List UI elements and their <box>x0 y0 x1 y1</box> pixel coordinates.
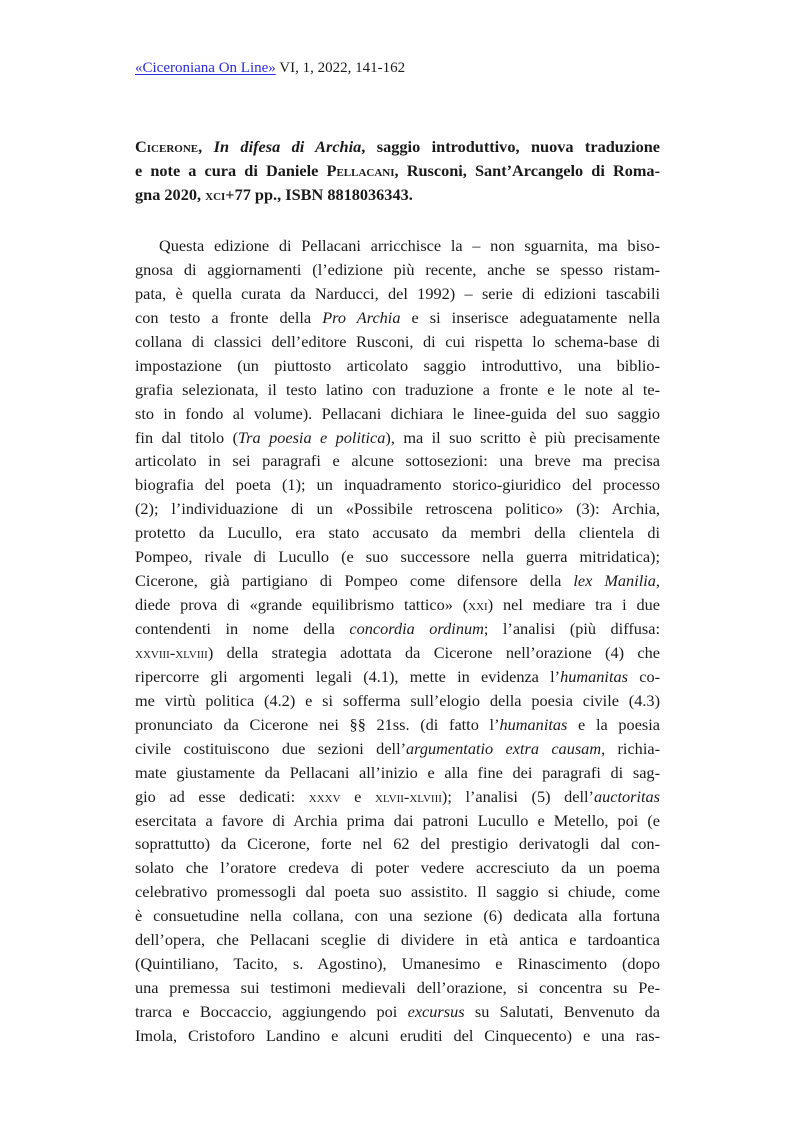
italic-text: Tra poesia e politica <box>238 427 386 447</box>
text-line <box>135 282 660 306</box>
text-line <box>135 856 660 880</box>
small-caps-text: xlvii-xlviii <box>374 786 442 806</box>
italic-text: auctoritas <box>593 786 660 806</box>
text-run: con testo a fronte della <box>135 307 323 327</box>
text-line <box>135 402 660 426</box>
text-run: celebrativo promessogli dal poeta suo assistito. Il saggio si chiude, come <box>135 882 660 902</box>
text-line <box>135 665 660 689</box>
review-body-paragraph <box>135 234 660 1048</box>
text-run: ), ma il suo scritto è più precisamente <box>385 427 660 447</box>
small-caps-text: xxi <box>468 595 488 615</box>
text-run: una premessa sui testimoni medievali dell’orazione, si concentra su Pe- <box>135 978 660 998</box>
text-run: ripercorre gli argomenti legali (4.1), mette in evidenza l’ <box>135 666 561 686</box>
text-line <box>135 1000 660 1024</box>
text-run: collana di classici dell’editore Rusconi, di cui rispetta lo schema-base di <box>135 331 660 351</box>
text-line <box>135 426 660 450</box>
text-run: protetto da Lucullo, era stato accusato da membri della clientela di <box>135 523 660 543</box>
text-line <box>135 135 660 159</box>
text-run: grafia selezionata, il testo latino con traduzione a fronte e le note al te- <box>135 379 660 399</box>
text-run: esercitata a favore di Archia prima dai patroni Lucullo e Metello, poi (e <box>135 810 660 830</box>
text-run: e note a cura di Daniele <box>135 161 327 180</box>
text-run: solato che l’oratore credeva di poter vedere accresciuto da un poema <box>135 858 660 878</box>
text-line <box>135 234 660 258</box>
text-run: impostazione (un piuttosto articolato saggio introduttivo, una biblio- <box>135 355 660 375</box>
text-line <box>135 641 660 665</box>
text-run: mate giustamente da Pellacani all’inizio e alla fine dei paragrafi di sag- <box>135 762 660 782</box>
small-caps-text: xxviii-xlviii <box>135 642 208 662</box>
text-run: civile costituiscono due sezioni dell’ <box>135 738 407 758</box>
text-run: Pompeo, rivale di Lucullo (e suo successore nella guerra mitridatica); <box>135 547 660 567</box>
text-run: articolato in sei paragrafi e alcune sottosezioni: una breve ma precisa <box>135 451 660 471</box>
text-run: gnosa di aggiornamenti (l’edizione più recente, anche se spesso ristam- <box>135 259 660 279</box>
text-run: Imola, Cristoforo Landino e alcuni eruditi del Cinquecento) e una ras- <box>135 1025 660 1045</box>
text-run: (Quintiliano, Tacito, s. Agostino), Umanesimo e Rinascimento (dopo <box>135 954 660 974</box>
text-run: dell’opera, che Pellacani sceglie di dividere in età antica e tardoantica <box>135 930 660 950</box>
text-line <box>135 473 660 497</box>
text-line <box>135 521 660 545</box>
journal-link[interactable]: «Ciceroniana On Line» <box>135 60 276 76</box>
text-run: me virtù politica (4.2) e si sofferma sull’elogio della poesia civile (4.3) <box>135 690 660 710</box>
small-caps-text: xxxv <box>308 786 341 806</box>
text-run: (2); l’individuazione di un «Possibile retroscena politico» (3): Archia, <box>135 499 660 519</box>
text-line <box>135 306 660 330</box>
text-line <box>135 832 660 856</box>
italic-text: Pro Archia <box>322 307 401 327</box>
italic-text: concordia ordinum <box>349 619 484 638</box>
text-run: co- <box>627 666 661 686</box>
text-line <box>135 545 660 569</box>
text-run: , <box>655 571 660 591</box>
text-line <box>135 1024 660 1048</box>
text-line <box>135 904 660 928</box>
text-line <box>135 617 660 641</box>
text-run: e si inserisce adeguatamente nella <box>400 307 660 327</box>
text-line <box>135 258 660 282</box>
text-run: , Rusconi, Sant’Arcangelo di Roma- <box>394 161 660 180</box>
text-run: pata, è quella curata da Narducci, del 1992) – serie di edizioni tascabili <box>135 283 660 303</box>
text-run: diede prova di «grande equilibrismo tattico» ( <box>135 595 469 615</box>
text-line <box>135 183 660 207</box>
text-line <box>135 354 660 378</box>
text-line <box>135 159 660 183</box>
text-run: Questa edizione di Pellacani arricchisce la – non sguarnita, ma biso- <box>159 236 660 255</box>
text-run: fin dal titolo ( <box>135 427 239 447</box>
running-header <box>135 58 405 78</box>
text-line <box>135 713 660 737</box>
text-run: , <box>198 137 214 156</box>
italic-text: humanitas <box>499 714 568 734</box>
text-run: gna 2020, <box>135 185 206 204</box>
text-run: contendenti in nome della <box>135 619 350 638</box>
text-line <box>135 809 660 833</box>
small-caps-text: Pellacani <box>326 161 395 180</box>
text-line <box>135 928 660 952</box>
text-line <box>135 785 660 809</box>
text-run: +77 pp., ISBN 8818036343. <box>225 185 413 204</box>
text-line <box>135 569 660 593</box>
text-run: ) nel mediare tra i due <box>487 595 661 615</box>
text-line <box>135 497 660 521</box>
text-run: trarca e Boccaccio, aggiungendo poi <box>135 1002 408 1021</box>
text-line <box>135 737 660 761</box>
italic-text: excursus <box>407 1002 465 1021</box>
text-line <box>135 449 660 473</box>
text-line <box>135 952 660 976</box>
text-run: e la poesia <box>567 714 661 734</box>
text-run: ; l’analisi (più diffusa: <box>483 619 660 638</box>
text-run: Cicerone, già partigiano di Pompeo come difensore della <box>135 571 574 591</box>
text-run: , richia- <box>601 738 660 758</box>
small-caps-text: Cicerone <box>135 137 199 156</box>
text-run: gio ad esse dedicati: <box>135 786 309 806</box>
text-run: sto in fondo al volume). Pellacani dichiara le linee-guida del suo saggio <box>135 403 660 423</box>
text-run: biografia del poeta (1); un inquadramento storico-giuridico del processo <box>135 475 660 495</box>
issue-info: VI, 1, 2022, 141-162 <box>275 60 406 76</box>
text-run: soprattutto) da Cicerone, forte nel 62 del prestigio derivatogli dal con- <box>135 834 660 854</box>
italic-text: humanitas <box>560 666 628 686</box>
text-run: ) della strategia adottata da Cicerone nell’orazione (4) che <box>207 642 660 662</box>
text-line <box>135 330 660 354</box>
text-run: ); l’analisi (5) dell’ <box>441 786 594 806</box>
text-run: è consuetudine nella collana, con una sezione (6) dedicata alla fortuna <box>135 906 660 926</box>
text-run: pronunciato da Cicerone nei §§ 21ss. (di fatto l’ <box>135 714 500 734</box>
italic-text: argumentatio extra causam <box>406 738 602 758</box>
text-line <box>135 593 660 617</box>
text-line <box>135 976 660 1000</box>
small-caps-text: xci <box>205 185 226 204</box>
text-line <box>135 689 660 713</box>
text-line <box>135 880 660 904</box>
book-citation <box>135 135 660 207</box>
text-run: e <box>340 786 375 806</box>
text-line <box>135 761 660 785</box>
text-line <box>135 378 660 402</box>
text-run: , saggio introduttivo, nuova traduzione <box>361 137 660 156</box>
italic-text: In difesa di Archia <box>213 137 362 156</box>
italic-text: lex Manilia <box>573 571 656 591</box>
text-run: su Salutati, Benvenuto da <box>464 1002 660 1021</box>
